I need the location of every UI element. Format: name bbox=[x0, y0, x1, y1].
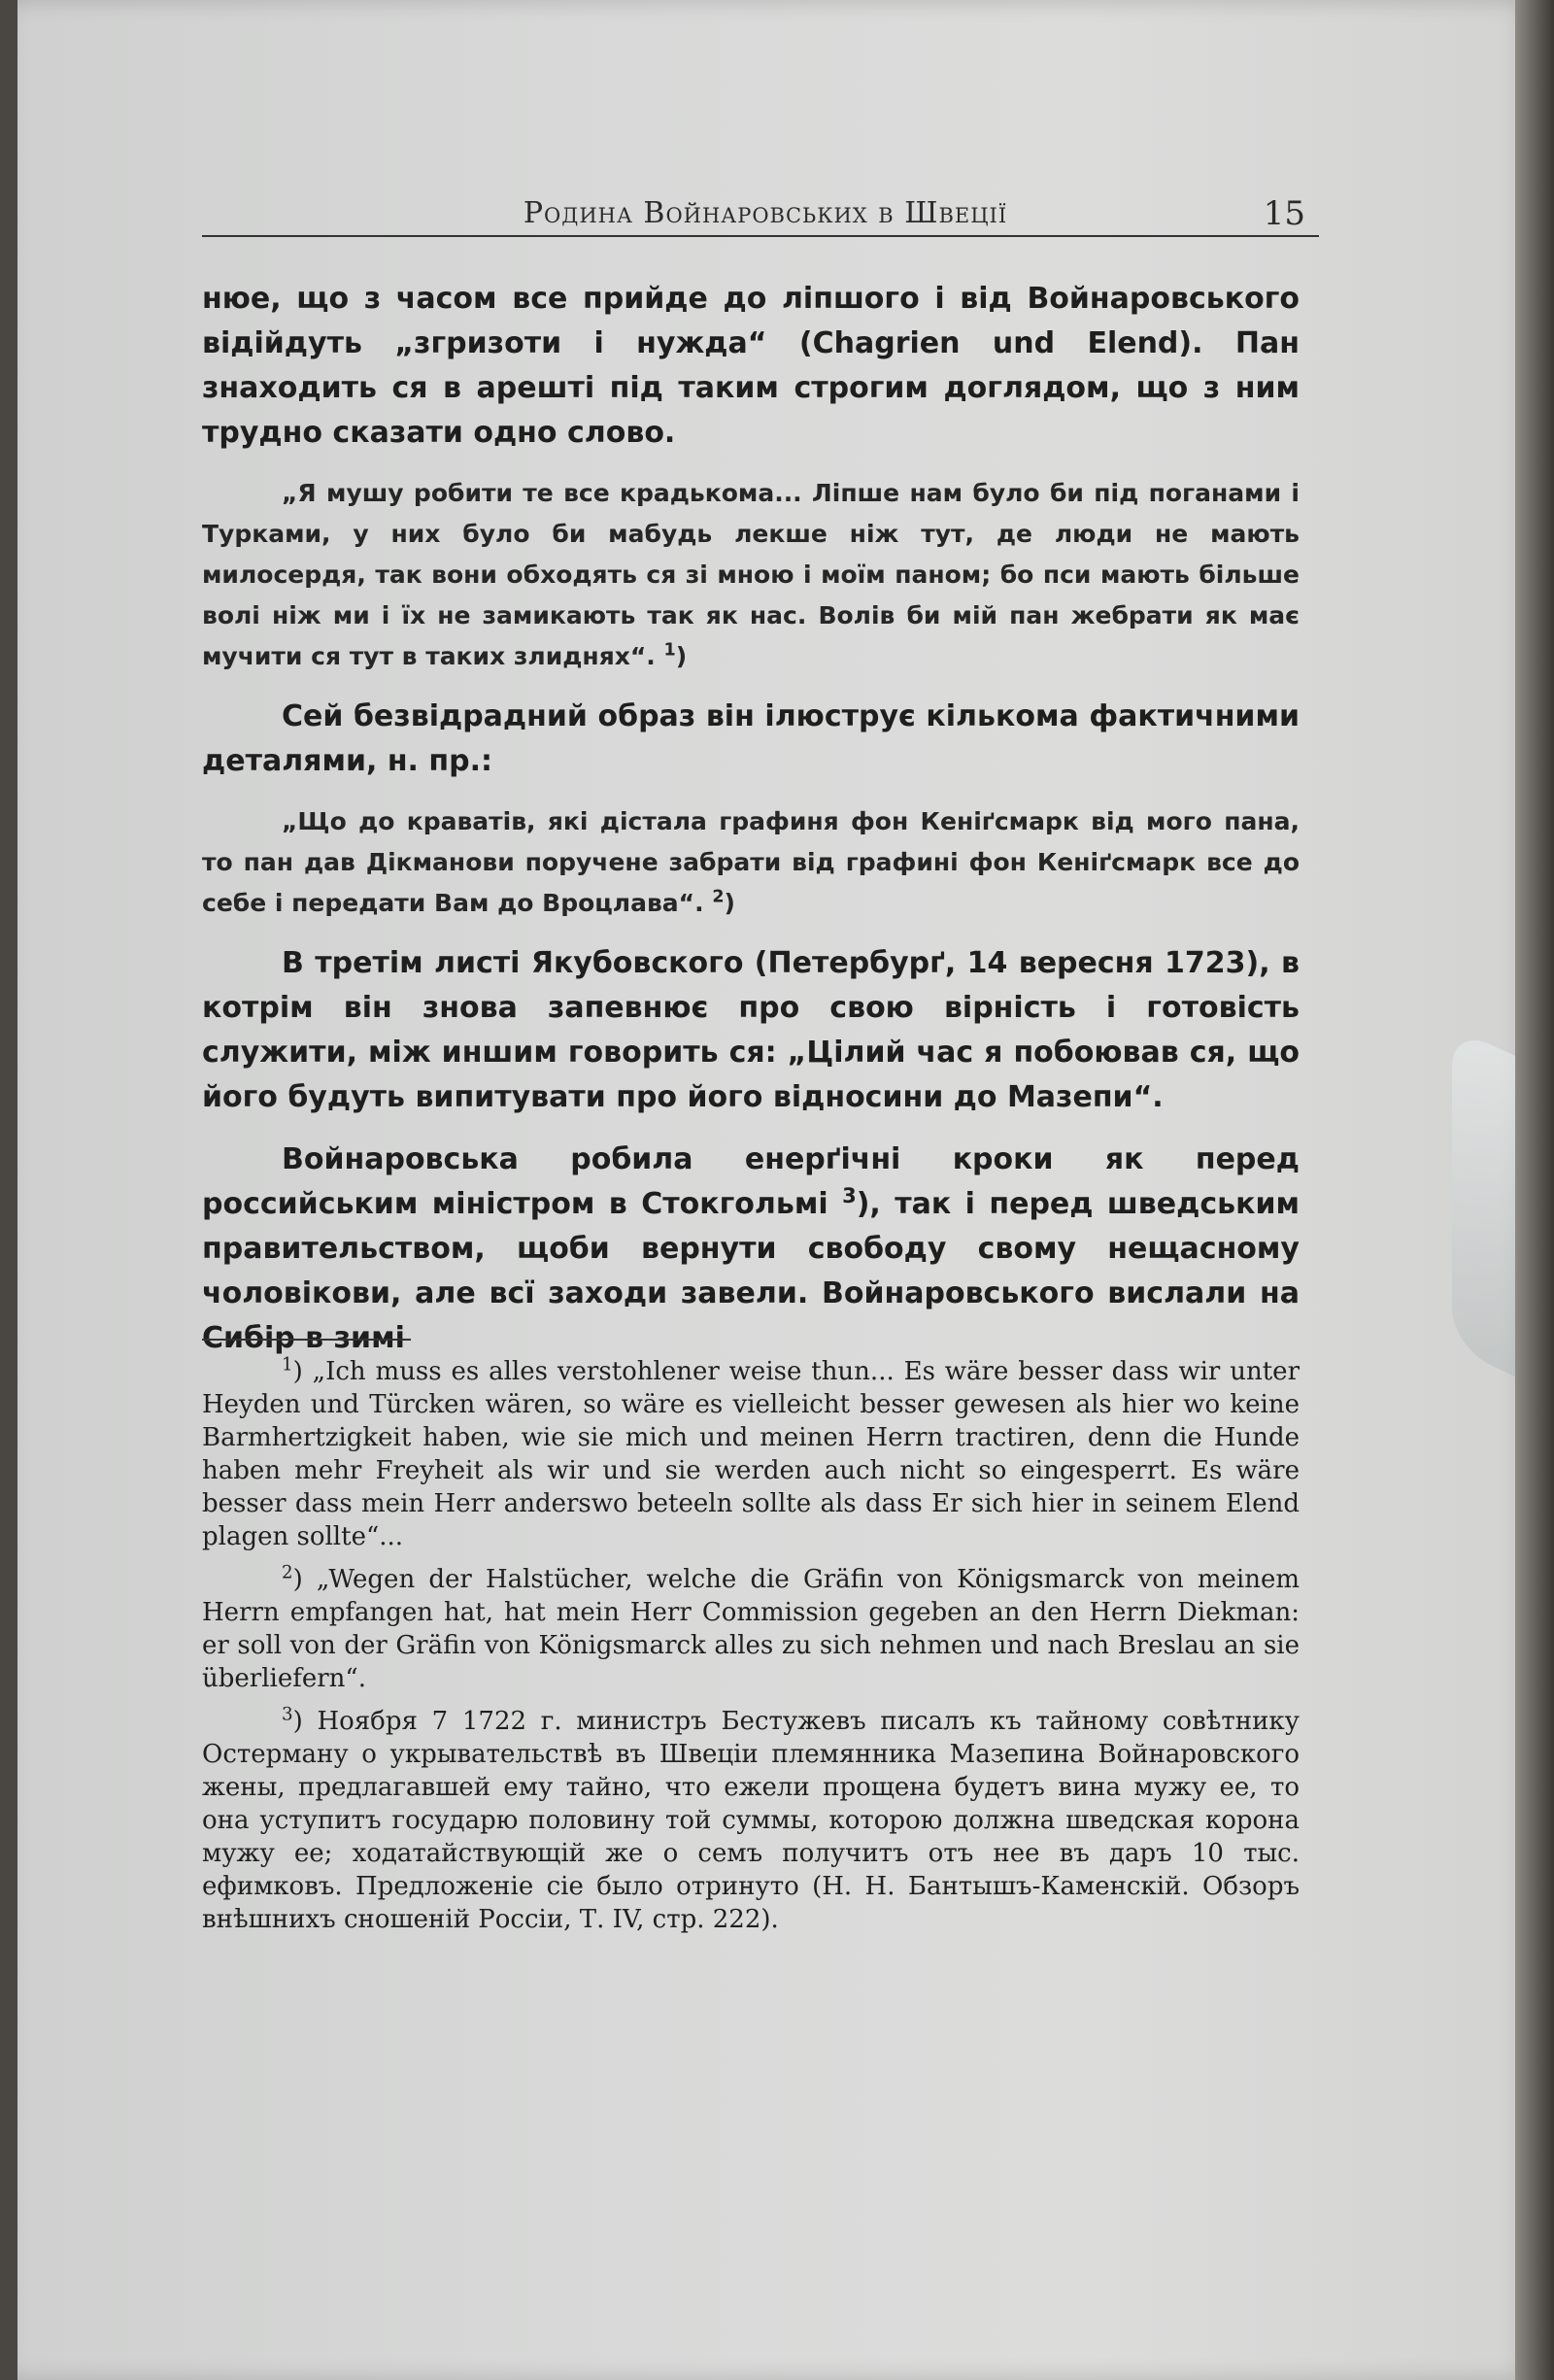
footnote-ref-3: 3 bbox=[842, 1184, 857, 1207]
main-text bbox=[202, 277, 1300, 1378]
paragraph-4-part-b: , так і перед шведським правительством, щоби вернути свободу свому нещасному чоловікови, але всї заходи завели. Войнаровського вислали на Сибір в зимі bbox=[202, 1187, 1300, 1355]
quote-1: „Я мушу робити те все крадькома... Ліпше нам було би під поганами і Турками, у них було би мабудь лекше ніж тут, де люди не мають милосердя, так вони обходять ся зі мною і моїм паном; бо пси мають більше волі ніж ми і їх не замикають так як нас. Волів би мій пан жебрати як має мучити ся тут в таких злиднях“. $^1$) bbox=[202, 479, 1300, 670]
footnote-3-text: Ноября 7 1722 г. министръ Бестужевъ писалъ къ тайному совѣтнику Остерману о укрывательствѣ въ Швеціи племянника Мазепина Войнаровского жены, предлагавшей ему тайно, что ежели прощена будетъ вина мужу ее, то она уступитъ государю половину той суммы, которою должна шведская корона мужу ее; ходатайствующій же о семъ получитъ отъ нее въ даръ 10 тыс. ефимковъ. Предложеніе сіе было отринуто (Н. Н. Бантышъ-Каменскій. Обзоръ внѣшнихъ сношеній Россіи, Т. IV, стр. 222). bbox=[202, 1707, 1300, 1934]
paragraph-4-part-a: Войнаровська робила енерґічні кроки як перед российським міністром в Стокгольмі bbox=[202, 1142, 1300, 1221]
footnote-ref-2: 2 bbox=[712, 887, 725, 907]
paragraph-continuation: нюе, що з часом все прийде до ліпшого і від Войнаровського відійдуть „згризоти і нужда“ (Chagrien und Elend). Пан знаходить ся в арешті під таким строгим доглядом, що з ним трудно сказати одно слово. bbox=[202, 282, 1300, 450]
quote-2: „Що до краватів, які дістала графиня фон Кеніґсмарк від мого пана, то пан дав Дікманови поручене забрати від графині фон Кеніґсмарк все до себе і передати Вам до Вроцлава“. $^2$) bbox=[202, 807, 1300, 917]
book-edge bbox=[1515, 0, 1554, 2380]
paragraph-3: В третім листі Якубовского (Петербурґ, 14 вересня 1723), в котрім він знова запевнює про свою вірність і готовість служити, між иншим говорить ся: „Цілий час я побоював ся, що його будуть випитувати про його відносини до Мазепи“. bbox=[202, 946, 1300, 1114]
footnote-divider bbox=[202, 1339, 411, 1341]
paragraph-2: Сей безвідрадний образ він ілюструє кількома фактичними деталями, н. пр.: bbox=[202, 699, 1300, 778]
page-number: 15 bbox=[1263, 194, 1305, 233]
footnote-1: $^1$) „Ich muss es alles verstohlener weise thun... Es wäre besser dass wir unter Heyden und Türcken wären, so wäre es vielleicht besser gewesen als hier wo keine Barmhertzigkeit haben, wie sie mich und meinen Herrn tractiren, denn die Hunde haben mehr Freyheit als wir und sie werden auch nicht so eingesperrt. Es wäre besser dass mein Herr anderswo beteeln sollte als dass Er sich hier in seinem Elend plagen sollte“... bbox=[202, 1354, 1300, 1551]
quote-2-text: „Що до краватів, які дістала графиня фон Кеніґсмарк від мого пана, то пан дав Дікманови поручене забрати від графині фон Кеніґсмарк все до себе і передати Вам до Вроцлава“. bbox=[202, 807, 1300, 917]
book-page bbox=[17, 0, 1535, 2380]
footnote-1-marker: 1 bbox=[282, 1354, 293, 1376]
running-header bbox=[202, 192, 1319, 237]
footnote-ref-1: 1 bbox=[663, 640, 676, 661]
footnote-3-marker: 3 bbox=[282, 1704, 293, 1725]
footnotes bbox=[202, 1355, 1300, 1946]
footnote-2-text: „Wegen der Halstücher, welche die Gräfin von Königsmarck von meinem Herrn empfangen hat, hat mein Herr Commission gegeben an den Herrn Diekman: er soll von der Gräfin von Königsmarck alles zu sich nehmen und nach Breslau an sie überliefern“. bbox=[202, 1565, 1300, 1693]
running-title: Родина Войнаровських в Швеції bbox=[523, 196, 1008, 230]
quote-1-text: „Я мушу робити те все крадькома... Ліпше нам було би під поганами і Турками, у них було би мабудь лекше ніж тут, де люди не мають милосердя, так вони обходять ся зі мною і моїм паном; бо пси мають більше волі ніж ми і їх не замикають так як нас. Волів би мій пан жебрати як має мучити ся тут в таких злиднях“. bbox=[202, 479, 1300, 670]
footnote-1-text: „Ich muss es alles verstohlener weise thun... Es wäre besser dass wir unter Heyden und Türcken wären, so wäre es vielleicht besser gewesen als hier wo keine Barmhertzigkeit haben, wie sie mich und meinen Herrn tractiren, denn die Hunde haben mehr Freyheit als wir und sie werden auch nicht so eingesperrt. Es wäre besser dass mein Herr anderswo beteeln sollte als dass Er sich hier in seinem Elend plagen sollte“... bbox=[202, 1357, 1300, 1551]
paragraph-4: Войнаровська робила енерґічні кроки як перед российським міністром в Стокгольмі $^3$), так і перед шведським правительством, щоби вернути свободу свому нещасному чоловікови, але всї заходи завели. Войнаровського вислали на Сибір в зимі bbox=[202, 1142, 1300, 1355]
footnote-3: $^3$) Ноября 7 1722 г. министръ Бестужевъ писалъ къ тайному совѣтнику Остерману о укрывательствѣ въ Швеціи племянника Мазепина Войнаровского жены, предлагавшей ему тайно, что ежели прощена будетъ вина мужу ее, то она уступитъ государю половину той суммы, которою должна шведская корона мужу ее; ходатайствующій же о семъ получитъ отъ нее въ даръ 10 тыс. ефимковъ. Предложеніе сіе было отринуто (Н. Н. Бантышъ-Каменскій. Обзоръ внѣшнихъ сношеній Россіи, Т. IV, стр. 222). bbox=[202, 1704, 1300, 1934]
footnote-2-marker: 2 bbox=[282, 1562, 293, 1583]
footnote-2: $^2$) „Wegen der Halstücher, welche die Gräfin von Königsmarck von meinem Herrn empfangen hat, hat mein Herr Commission gegeben an den Herrn Diekman: er soll von der Gräfin von Königsmarck alles zu sich nehmen und nach Breslau an sie überliefern“. bbox=[202, 1562, 1300, 1693]
